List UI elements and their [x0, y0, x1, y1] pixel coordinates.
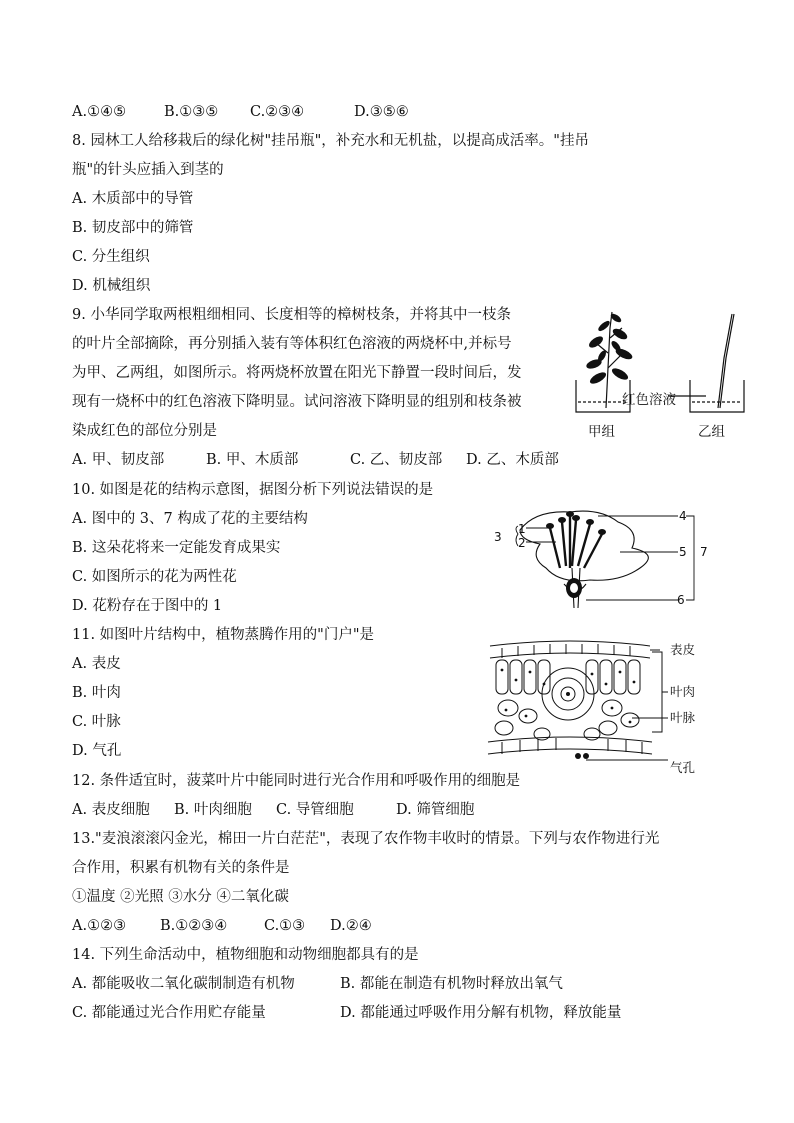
q14-option-a: A. 都能吸收二氧化碳制制造有机物 — [72, 976, 295, 992]
q12-option-c: C. 导管细胞 — [276, 802, 354, 818]
q8-option-a: A. 木质部中的导管 — [72, 191, 194, 207]
q12-options — [72, 800, 474, 820]
q10-option-a: A. 图中的 3、7 构成了花的主要结构 — [72, 511, 308, 527]
q10-flower-figure — [490, 498, 720, 620]
q9-stem-line3: 为甲、乙两组，如图所示。将两烧杯放置在阳光下静置一段时间后，发 — [72, 365, 522, 381]
q9-options — [72, 450, 559, 470]
q10-label-4: 4 — [679, 509, 687, 523]
q11-epidermis-label: 表皮 — [670, 642, 696, 657]
q8-stem-line2: 瓶"的针头应插入到茎的 — [72, 162, 224, 178]
q9-red-solution-label: 红色溶液 — [622, 392, 676, 408]
q12-option-d: D. 筛管细胞 — [396, 802, 475, 818]
q9-stem-line1: 9. 小华同学取两根粗细相同、长度相等的樟树枝条，并将其中一枝条 — [72, 307, 511, 323]
q11-vein-label: 叶脉 — [670, 710, 696, 725]
q11-option-a: A. 表皮 — [72, 656, 121, 672]
q10-label-7: 7 — [700, 545, 708, 559]
q9-group-a-label: 甲组 — [588, 424, 615, 440]
q13-option-d: D.②④ — [330, 918, 372, 934]
q13-option-c: C.①③ — [264, 918, 306, 934]
q14-option-b: B. 都能在制造有机物时释放出氧气 — [340, 976, 563, 992]
q13-conditions: ①温度 ②光照 ③水分 ④二氧化碳 — [72, 889, 289, 905]
q9-option-b: B. 甲、木质部 — [206, 452, 299, 468]
q14-options-row1 — [72, 974, 563, 994]
q7-option-a: A.①④⑤ — [72, 104, 127, 120]
q13-stem-line2: 合作用，积累有机物有关的条件是 — [72, 860, 290, 876]
q8-option-d: D. 机械组织 — [72, 278, 151, 294]
q9-group-b-label: 乙组 — [698, 424, 725, 440]
q11-stoma-label: 气孔 — [670, 760, 696, 775]
q12-option-a: A. 表皮细胞 — [72, 802, 150, 818]
q8-option-b: B. 韧皮部中的筛管 — [72, 220, 194, 236]
q12-stem: 12. 条件适宜时，菠菜叶片中能同时进行光合作用和呼吸作用的细胞是 — [72, 773, 521, 789]
q10-label-3: 3 — [494, 530, 502, 544]
q9-branch-figure — [568, 308, 748, 440]
q9-option-c: C. 乙、韧皮部 — [350, 452, 443, 468]
q9-option-d: D. 乙、木质部 — [466, 452, 559, 468]
q14-options-row2 — [72, 1003, 621, 1023]
q8-option-c: C. 分生组织 — [72, 249, 150, 265]
q7-option-d: D.③⑤⑥ — [354, 104, 409, 120]
q11-option-c: C. 叶脉 — [72, 714, 121, 730]
q11-option-d: D. 气孔 — [72, 743, 122, 759]
q10-label-2: 2 — [518, 536, 526, 550]
q13-option-b: B.①②③④ — [160, 918, 228, 934]
q10-label-6: 6 — [677, 593, 685, 607]
q9-option-a: A. 甲、韧皮部 — [72, 452, 165, 468]
q14-option-c: C. 都能通过光合作用贮存能量 — [72, 1005, 266, 1021]
q11-leaf-figure — [482, 636, 722, 778]
q13-options — [72, 916, 372, 936]
q10-option-c: C. 如图所示的花为两性花 — [72, 569, 237, 585]
q10-option-d: D. 花粉存在于图中的 1 — [72, 598, 223, 614]
q7-option-b: B.①③⑤ — [164, 104, 219, 120]
q9-stem-line2: 的叶片全部摘除，再分别插入装有等体积红色溶液的两烧杯中,并标号 — [72, 336, 512, 352]
q13-option-a: A.①②③ — [72, 918, 127, 934]
q11-option-b: B. 叶肉 — [72, 685, 121, 701]
q12-option-b: B. 叶肉细胞 — [174, 802, 252, 818]
q11-mesophyll-label: 叶肉 — [670, 684, 696, 699]
q8-stem-line1: 8. 园林工人给移栽后的绿化树"挂吊瓶"，补充水和无机盐，以提高成活率。"挂吊 — [72, 133, 589, 149]
q10-stem: 10. 如图是花的结构示意图，据图分析下列说法错误的是 — [72, 482, 434, 498]
q7-option-c: C.②③④ — [250, 104, 305, 120]
q14-stem: 14. 下列生命活动中，植物细胞和动物细胞都具有的是 — [72, 947, 419, 963]
q10-option-b: B. 这朵花将来一定能发育成果实 — [72, 540, 281, 556]
q13-stem-line1: 13."麦浪滚滚闪金光，棉田一片白茫茫"，表现了农作物丰收时的情景。下列与农作物进行光 — [72, 831, 660, 847]
q10-label-5: 5 — [679, 545, 687, 559]
q11-stem: 11. 如图叶片结构中，植物蒸腾作用的"门户"是 — [72, 627, 375, 643]
q9-stem-line5: 染成红色的部位分别是 — [72, 423, 217, 439]
q7-options — [72, 102, 409, 122]
q10-label-1: 1 — [518, 522, 526, 536]
q9-stem-line4: 现有一烧杯中的红色溶液下降明显。试问溶液下降明显的组别和枝条被 — [72, 394, 522, 410]
q14-option-d: D. 都能通过呼吸作用分解有机物，释放能量 — [340, 1005, 622, 1021]
